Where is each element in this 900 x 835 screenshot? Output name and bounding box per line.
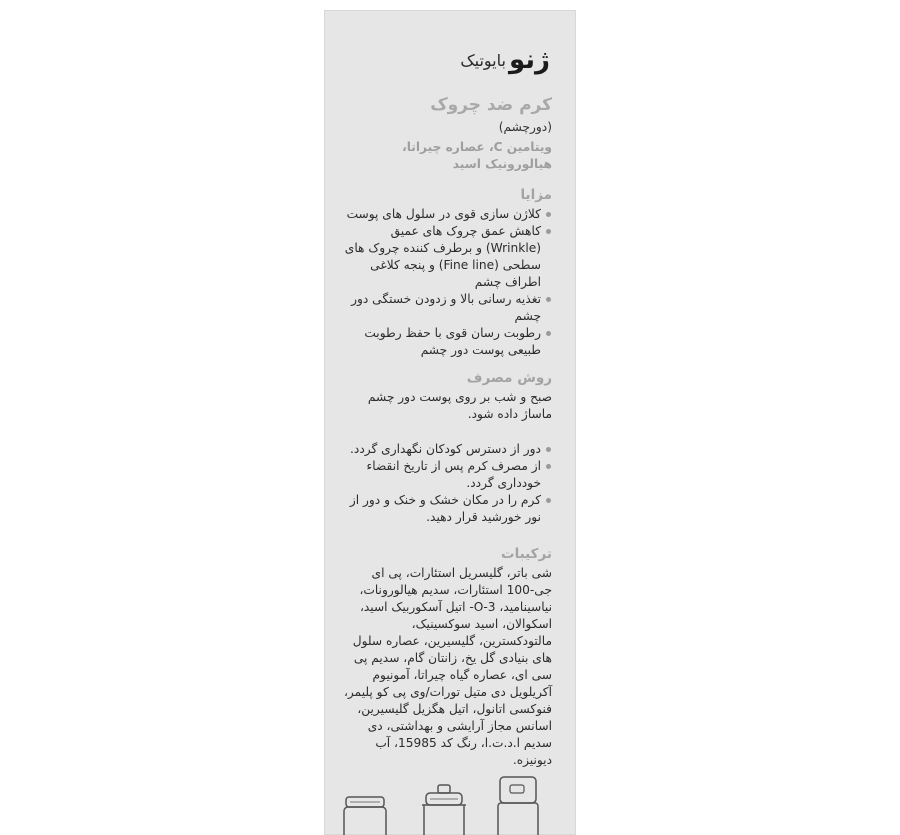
list-item: رطوبت رسان قوی با حفظ رطوبت طبیعی پوست دور چشم: [340, 325, 552, 359]
benefits-heading: مزایا: [520, 187, 552, 203]
list-item: دور از دسترس کودکان نگهداری گردد.: [340, 441, 552, 458]
list-item: از مصرف کرم پس از تاریخ انقضاء خودداری گردد.: [340, 458, 552, 492]
ingredients-text: شی باتر، گلیسریل استئارات، پی ای جی-100 استئارات، سدیم هیالورونات، نیاسینامید، 3-O- اتیل آسکوربیک اسید، اسکوالان، اسید سوکسینیک، مالتودکسترین، گلیسیرین، عصاره سلول های بنیادی گل یخ، زانتان گام، سدیم پی سی ای، عصاره گیاه چیراتا، آمونیوم آکریلویل دی متیل تورات/وی پی کو پلیمر، فنوکسی اتانول، اتیل هگزیل گلیسیرین، اسانس مجاز آرایشی و بهداشتی، دی سدیم ا.د.ت.ا، رنگ کد 15985، آب دیونیزه.: [343, 566, 552, 767]
benefits-list: [340, 206, 552, 359]
pump-bottle-icon: [418, 783, 470, 835]
brand-name: ژنو: [508, 45, 550, 75]
key-ingredients-line: ویتامین C، عصاره چیراتا،: [402, 140, 552, 154]
list-item: کاهش عمق چروک های عمیق (Wrinkle) و برطرف کننده چروک های سطحی (Fine line) و پنجه کلاغی اطراف چشم: [340, 223, 552, 291]
key-ingredients-line: هیالورونیک اسید: [452, 157, 552, 171]
usage-heading: روش مصرف: [466, 370, 552, 386]
tube-icon: [496, 775, 540, 835]
list-item: کلاژن سازی قوی در سلول های پوست: [340, 206, 552, 223]
packaging-icons: [342, 771, 546, 835]
brand-logo: [460, 40, 550, 80]
ingredients-heading: ترکیبات: [501, 546, 552, 562]
brand-subtitle: بایوتیک: [460, 50, 506, 70]
product-box-side-panel: [324, 10, 576, 835]
usage-text: صبح و شب بر روی پوست دور چشم ماساژ داده شود.: [367, 390, 552, 421]
list-item: تغذیه رسانی بالا و زدودن خستگی دور چشم: [340, 291, 552, 325]
product-subtitle: (دورچشم): [498, 120, 552, 134]
list-item: کرم را در مکان خشک و خنک و دور از نور خورشید قرار دهید.: [340, 492, 552, 526]
warnings-list: [340, 441, 552, 526]
jar-icon: [342, 791, 388, 835]
key-ingredients: [340, 139, 552, 173]
product-text: [340, 94, 552, 769]
product-title: کرم ضد چروک: [430, 95, 552, 115]
